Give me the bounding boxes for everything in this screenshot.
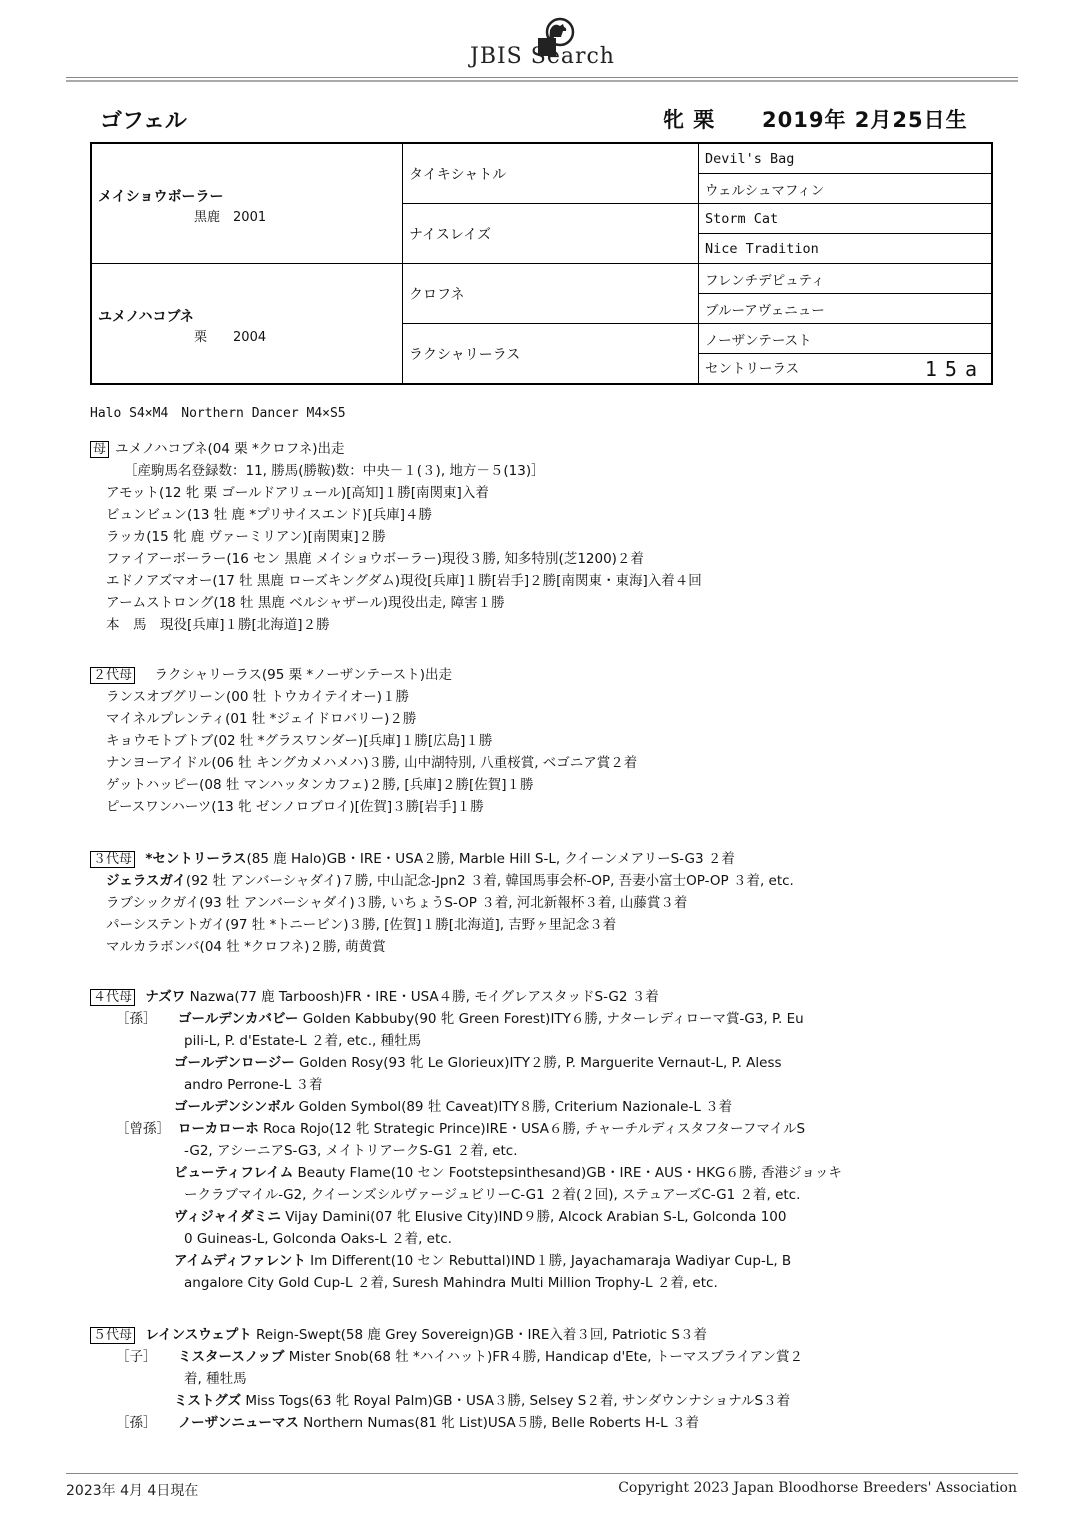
fifth-dam-section	[90, 1324, 803, 1434]
family-number: 15a	[924, 356, 985, 381]
horse-birthdate: 2019年 2月25日生	[762, 108, 968, 132]
second-dam-offspring: ナンヨーアイドル(06 牡 キングカメハメハ)３勝, 山中湖特別, 八重桜賞, ベゴニア賞２着	[106, 755, 638, 771]
grandchild-label: ［孫］	[116, 1415, 157, 1431]
descendant-record-cont: ークラブマイル-G2, クイーンズシルヴァージュビリーC-G1 ２着(２回), ステュアーズC-G1 ２着, etc.	[184, 1187, 801, 1203]
descendant-record-cont: andro Perrone-L ３着	[184, 1077, 323, 1093]
descendant-record-cont: angalore City Gold Cup-L ２着, Suresh Mahindra Multi Million Trophy-L ２着, etc.	[184, 1275, 718, 1291]
horse-sex-color: 牝 栗	[663, 108, 716, 132]
gen3-cell-1: Devil's Bag	[699, 143, 993, 174]
header-rule-2	[66, 80, 1018, 82]
footer-rule	[66, 1473, 1018, 1474]
gen3-cell-4: Nice Tradition	[699, 234, 993, 264]
dam-offspring: エドノアズマオー(17 牡 黒鹿 ローズキングダム)現役[兵庫]１勝[岩手]２勝[南関東・東海]入着４回	[106, 573, 702, 589]
fourth-dam-record: Nazwa(77 鹿 Tarboosh)FR・IRE・USA４勝, モイグレアスタッドS-G2 ３着	[189, 989, 659, 1005]
logo-text: JBIS Search	[470, 44, 615, 69]
descendant-record-cont: pili-L, P. d'Estate-L ２着, etc., 種牡馬	[184, 1033, 422, 1049]
descendant-name: ビューティフレイム	[174, 1165, 294, 1181]
descendant-name: ミスタースノッブ	[178, 1349, 285, 1365]
third-dam-offspring: ラブシックガイ(93 牡 アンバーシャダイ)３勝, いちょうS-OP ３着, 河北新報杯３着, 山藤賞３着	[106, 895, 688, 911]
dam-line: ユメノハコブネ(04 栗 *クロフネ)出走	[115, 441, 345, 457]
descendant-record: Beauty Flame(10 セン Footstepsinthesand)GB・IRE・AUS・HKG６勝, 香港ジョッキ	[297, 1165, 842, 1181]
second-dam-offspring: キョウモトブトブ(02 牡 *グラスワンダー)[兵庫]１勝[広島]１勝	[106, 733, 493, 749]
descendant-record: Im Different(10 セン Rebuttal)IND１勝, Jayachamaraja Wadiyar Cup-L, B	[310, 1253, 792, 1269]
dam-section	[90, 438, 702, 636]
child-label: ［子］	[116, 1349, 157, 1365]
inbreeding-line: Halo S4×M4 Northern Dancer M4×S5	[90, 406, 346, 421]
descendant-name: ヴィジャイダミニ	[174, 1209, 281, 1225]
dam-name: ユメノハコブネ	[98, 309, 194, 325]
header-rule	[66, 77, 1018, 78]
dam-info: 栗 2004	[194, 330, 267, 345]
dam-offspring: ビュンビュン(13 牡 鹿 *プリサイスエンド)[兵庫]４勝	[106, 507, 432, 523]
gen3-cell-3: Storm Cat	[699, 204, 993, 234]
second-dam-offspring: ピースワンハーツ(13 牝 ゼンノロブロイ)[佐賀]３勝[岩手]１勝	[106, 799, 484, 815]
fifth-dam-name: レインスウェプト	[145, 1327, 252, 1343]
section-label-3rd-dam: ３代母	[90, 851, 135, 868]
notable-offspring-record: (92 牡 アンバーシャダイ)７勝, 中山記念-Jpn2 ３着, 韓国馬事会杯-OP, 吾妻小富士OP-OP ３着, etc.	[185, 873, 794, 889]
dam-sire-cell: クロフネ	[403, 264, 699, 324]
pedigree-table	[90, 142, 993, 385]
sire-name: メイショウボーラー	[98, 189, 224, 205]
dam-summary: ［産駒馬名登録数：11, 勝馬(勝鞍)数：中央－１(３), 地方－５(13)］	[124, 463, 545, 479]
dam-offspring: アームストロング(18 牡 黒鹿 ベルシャザール)現役出走, 障害１勝	[106, 595, 505, 611]
fourth-dam-section	[90, 986, 842, 1294]
third-dam-section	[90, 848, 794, 958]
jbis-logo	[470, 16, 640, 76]
section-label-2nd-dam: ２代母	[90, 667, 135, 684]
great-grandchild-label: ［曾孫］	[116, 1121, 170, 1137]
sire-cell	[91, 143, 403, 264]
descendant-record: Northern Numas(81 牝 List)USA５勝, Belle Roberts H-L ３着	[303, 1415, 699, 1431]
sire-sire-cell: タイキシャトル	[403, 143, 699, 204]
third-dam-record: (85 鹿 Halo)GB・IRE・USA２勝, Marble Hill S-L, クイーンメアリーS-G3 ２着	[246, 851, 735, 867]
gen3-cell-7: ノーザンテースト	[699, 324, 993, 354]
section-label-dam: 母	[90, 441, 109, 458]
section-label-4th-dam: ４代母	[90, 989, 135, 1006]
third-dam-offspring: パーシステントガイ(97 牡 *トニービン)３勝, [佐賀]１勝[北海道], 吉野ヶ里記念３着	[106, 917, 617, 933]
descendant-record-cont: 0 Guineas-L, Golconda Oaks-L ２着, etc.	[184, 1231, 452, 1247]
second-dam-offspring: ゲットハッピー(08 牡 マンハッタンカフェ)２勝, [兵庫]２勝[佐賀]１勝	[106, 777, 534, 793]
descendant-record: Miss Togs(63 牝 Royal Palm)GB・USA３勝, Selsey S２着, サンダウンナショナルS３着	[245, 1393, 791, 1409]
third-dam-name: *セントリーラス	[145, 851, 247, 867]
descendant-name: ノーザンニューマス	[178, 1415, 299, 1431]
descendant-record: Golden Symbol(89 牡 Caveat)ITY８勝, Criterium Nazionale-L ３着	[298, 1099, 733, 1115]
gen3-cell-2: ウェルシュマフィン	[699, 174, 993, 204]
descendant-record-cont: 着, 種牡馬	[184, 1371, 247, 1387]
section-label-5th-dam: ５代母	[90, 1327, 135, 1344]
descendant-record: Roca Rojo(12 牝 Strategic Prince)IRE・USA６勝, チャーチルディスタフターフマイルS	[263, 1121, 806, 1137]
gen3-cell-8: セントリーラス 15a	[699, 354, 993, 385]
second-dam-offspring: ランスオブグリーン(00 牡 トウカイテイオー)１勝	[106, 689, 410, 705]
dam-dam-cell: ラクシャリーラス	[403, 324, 699, 385]
fifth-dam-record: Reign-Swept(58 鹿 Grey Sovereign)GB・IRE入着３回, Patriotic S３着	[256, 1327, 707, 1343]
descendant-name: ゴールデンシンボル	[174, 1099, 295, 1115]
descendant-record: Golden Kabbuby(90 牝 Green Forest)ITY６勝, ナターレディローマ賞-G3, P. Eu	[302, 1011, 804, 1027]
descendant-name: ゴールデンロージー	[174, 1055, 295, 1071]
fourth-dam-name: ナズワ	[145, 989, 186, 1005]
descendant-name: アイムディファレント	[174, 1253, 306, 1269]
grandchild-label: ［孫］	[116, 1011, 157, 1027]
descendant-record: Golden Rosy(93 牝 Le Glorieux)ITY２勝, P. Marguerite Vernaut-L, P. Aless	[299, 1055, 782, 1071]
descendant-record: Mister Snob(68 牡 *ハイハット)FR４勝, Handicap d'Ete, トーマスブライアン賞２	[288, 1349, 804, 1365]
dam-cell	[91, 264, 403, 385]
dam-offspring: ファイアーボーラー(16 セン 黒鹿 メイショウボーラー)現役３勝, 知多特別(芝1200)２着	[106, 551, 644, 567]
footer-copyright: Copyright 2023 Japan Bloodhorse Breeders' Association	[618, 1480, 1017, 1496]
horse-name: ゴフェル	[100, 109, 187, 134]
descendant-name: ゴールデンカバビー	[178, 1011, 299, 1027]
second-dam-offspring: マイネルプレンティ(01 牡 *ジェイドロバリー)２勝	[106, 711, 417, 727]
gen3-cell-5: フレンチデピュティ	[699, 264, 993, 294]
descendant-record-cont: -G2, アシーニアS-G3, メイトリアークS-G1 ２着, etc.	[184, 1143, 518, 1159]
descendant-name: ローカローホ	[178, 1121, 259, 1137]
descendant-record: Vijay Damini(07 牝 Elusive City)IND９勝, Alcock Arabian S-L, Golconda 100	[285, 1209, 787, 1225]
third-dam-offspring: マルカラボンバ(04 牡 *クロフネ)２勝, 萌黄賞	[106, 939, 386, 955]
notable-offspring-name: ジェラスガイ	[106, 873, 186, 889]
sire-dam-cell: ナイスレイズ	[403, 204, 699, 264]
descendant-name: ミストグズ	[174, 1393, 242, 1409]
footer-date: 2023年 4月 4日現在	[66, 1483, 199, 1499]
dam-offspring: ラッカ(15 牝 鹿 ヴァーミリアン)[南関東]２勝	[106, 529, 386, 545]
second-dam-section	[90, 664, 637, 818]
dam-offspring: 本 馬 現役[兵庫]１勝[北海道]２勝	[106, 617, 330, 633]
sire-info: 黒鹿 2001	[194, 210, 267, 225]
second-dam-line: ラクシャリーラス(95 栗 *ノーザンテースト)出走	[154, 667, 453, 683]
gen3-cell-6: ブルーアヴェニュー	[699, 294, 993, 324]
dam-offspring: アモット(12 牝 栗 ゴールドアリュール)[高知]１勝[南関東]入着	[106, 485, 489, 501]
